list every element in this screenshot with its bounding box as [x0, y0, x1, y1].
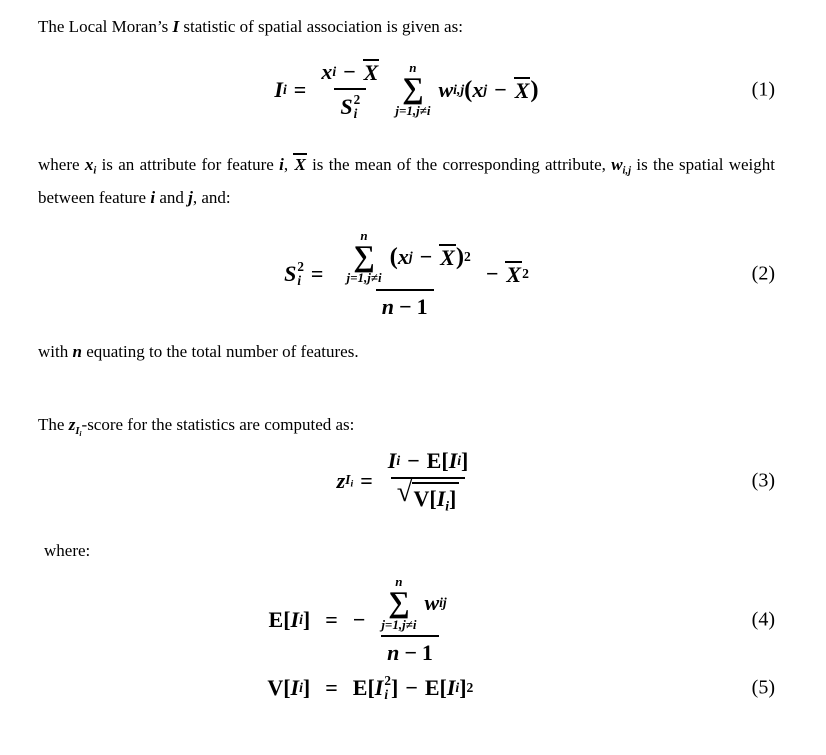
superscript-2: 2 — [522, 266, 529, 282]
superscript-2: 2 — [466, 679, 474, 695]
var-z: z — [68, 415, 76, 435]
where-text: where: — [44, 540, 91, 560]
radical-icon: √ — [396, 476, 413, 508]
var-i: i — [279, 154, 284, 174]
equation-3 — [38, 448, 775, 514]
var-j: j — [188, 188, 193, 208]
equation-3-content — [336, 447, 775, 514]
right-bracket: ] — [302, 674, 311, 700]
sum-lower-limit: j=1,j≠i — [346, 270, 382, 286]
sub-j: j — [408, 249, 413, 265]
minus-sign: − — [494, 76, 507, 102]
subscript-i: i — [384, 686, 389, 702]
defs-text: and — [155, 188, 189, 208]
var-x: x — [472, 76, 484, 102]
defs-text: is the mean of the corresponding attribute, — [306, 154, 612, 174]
var-x: x — [397, 244, 409, 270]
summation — [346, 229, 381, 286]
var-n: n — [387, 639, 400, 665]
subscript-i: i — [297, 273, 301, 289]
intro-text-pre: The Local Moran’s — [38, 17, 173, 36]
equals-sign: = — [325, 674, 338, 700]
sum-lower-limit: j=1,j≠i — [381, 616, 417, 632]
fraction-denominator — [391, 477, 466, 514]
sub-ij: ij — [439, 595, 447, 611]
minus-sign: − — [485, 261, 499, 287]
sigma-icon: ∑ — [388, 586, 410, 620]
expectation-E: E — [424, 674, 440, 700]
equation-1 — [38, 59, 775, 121]
sub-ij: i,j — [453, 81, 465, 97]
z-subscript — [345, 472, 353, 490]
equals-sign: = — [325, 607, 338, 633]
nnote-text: with — [38, 341, 73, 361]
summation — [395, 61, 430, 118]
equation-4-lhs — [190, 607, 310, 633]
left-paren: ( — [389, 243, 398, 271]
fraction-numerator — [332, 229, 476, 289]
sum-upper-limit: n — [409, 60, 417, 76]
zintro-text: The — [38, 415, 69, 435]
var-S: S — [284, 261, 297, 287]
equation-1-content — [274, 59, 538, 121]
sub-i: i — [299, 679, 303, 695]
var-I: I — [75, 425, 80, 437]
defs-text: is an attribute for feature — [96, 154, 280, 174]
var-I: I — [345, 471, 351, 487]
subscript-i: i — [353, 105, 358, 121]
equation-2 — [38, 229, 775, 320]
expectation-E: E — [268, 607, 284, 633]
sum-upper-limit: n — [395, 573, 403, 589]
paragraph-definitions — [38, 148, 775, 215]
sup-sub-stack — [297, 260, 304, 288]
paragraph-intro — [38, 15, 775, 39]
x-bar-variable: X — [363, 60, 379, 86]
sub-i: i — [457, 452, 462, 468]
x-bar-variable: X — [440, 245, 455, 271]
var-I: I — [436, 485, 446, 511]
minus-sign: − — [352, 607, 366, 633]
equation-number-1: (1) — [751, 78, 775, 101]
superscript-2: 2 — [384, 672, 391, 688]
variance-V: V — [267, 674, 284, 700]
sub-i: i — [93, 164, 97, 176]
fraction — [332, 229, 476, 320]
sub-i: i — [282, 81, 287, 97]
var-I: I — [387, 447, 397, 473]
right-bracket: ] — [449, 485, 457, 511]
nnote-text: equating to the total number of features. — [81, 341, 359, 361]
sub-i: i — [332, 63, 337, 79]
var-I: I — [274, 76, 283, 102]
var-n: n — [381, 293, 395, 319]
defs-text: where — [38, 154, 85, 174]
left-bracket: [ — [429, 485, 437, 511]
equals-sign: = — [310, 261, 324, 287]
var-i: i — [150, 188, 156, 208]
sum-lower-limit: j=1,j≠i — [395, 102, 431, 118]
equations-4-5 — [38, 575, 775, 702]
minus-sign: − — [405, 674, 418, 700]
fraction-denominator — [376, 289, 434, 320]
var-S: S — [340, 93, 353, 119]
expectation-E: E — [352, 674, 368, 700]
paragraph-n-note — [38, 340, 775, 364]
superscript-2: 2 — [464, 249, 471, 265]
defs-text: is the spatial weight between feature — [38, 154, 776, 208]
var-w: w — [438, 76, 454, 102]
right-paren: ) — [455, 243, 465, 271]
fraction-numerator — [382, 448, 475, 477]
left-bracket: [ — [367, 674, 375, 700]
equation-5-rhs — [353, 674, 623, 702]
left-paren: ( — [464, 75, 473, 103]
var-I: I — [172, 17, 180, 36]
equation-4-rhs — [353, 575, 623, 666]
right-bracket: ] — [390, 674, 399, 700]
sub-j: j — [483, 81, 488, 97]
sum-upper-limit: n — [360, 227, 368, 243]
number-1: 1 — [416, 293, 428, 319]
variance-V: V — [413, 485, 430, 511]
var-I: I — [448, 447, 458, 473]
equals-sign: = — [360, 467, 373, 493]
var-n: n — [72, 341, 82, 361]
sigma-icon: ∑ — [353, 239, 375, 273]
paragraph-zscore-intro — [38, 413, 775, 439]
fraction — [382, 448, 475, 514]
number-1: 1 — [421, 639, 433, 665]
right-paren: ) — [530, 75, 539, 103]
minus-sign: − — [343, 58, 356, 84]
equation-4 — [38, 575, 775, 666]
fraction-denominator — [334, 88, 366, 121]
summation — [381, 575, 416, 632]
defs-text: , — [283, 154, 294, 174]
intro-text-post: statistic of spatial association is given as: — [179, 17, 463, 36]
sup-sub-stack — [354, 93, 361, 121]
expectation-E: E — [426, 447, 442, 473]
minus-sign: − — [404, 639, 417, 665]
equation-number-2: (2) — [751, 262, 775, 285]
equation-number-3: (3) — [751, 469, 775, 492]
equation-number-5: (5) — [751, 676, 775, 699]
minus-sign: − — [407, 447, 420, 473]
sub-i: i — [299, 612, 303, 628]
var-x: x — [321, 58, 333, 84]
sigma-icon: ∑ — [402, 72, 424, 106]
sub-i: i — [350, 478, 354, 490]
minus-sign: − — [399, 293, 412, 319]
left-bracket: [ — [441, 447, 449, 473]
var-w: w — [424, 590, 440, 616]
var-w: w — [611, 154, 623, 174]
var-x: x — [84, 154, 94, 174]
minus-sign: − — [419, 244, 433, 270]
superscript-2: 2 — [353, 91, 361, 107]
defs-text: , and: — [192, 188, 231, 208]
square-root — [396, 476, 460, 514]
var-z: z — [336, 467, 346, 493]
sub-i: i — [455, 679, 460, 695]
equals-sign: = — [293, 76, 307, 102]
sub-i: i — [79, 428, 82, 438]
fraction — [367, 575, 452, 666]
fraction-numerator — [367, 575, 452, 635]
var-I: I — [290, 674, 300, 700]
sub-i: i — [396, 452, 401, 468]
sup-sub-stack — [384, 674, 391, 702]
fraction — [315, 59, 385, 121]
sub-i: i — [445, 497, 450, 513]
equation-5-lhs — [190, 675, 310, 701]
var-I: I — [374, 674, 384, 700]
right-bracket: ] — [459, 674, 467, 700]
equation-2-content — [284, 229, 529, 320]
var-I: I — [290, 607, 300, 633]
fraction-numerator — [315, 59, 385, 88]
sub-ij: i,j — [622, 164, 632, 176]
left-bracket: [ — [283, 607, 291, 633]
paragraph-where — [44, 539, 775, 563]
fraction-denominator — [381, 635, 439, 666]
right-bracket: ] — [461, 447, 469, 473]
var-I: I — [446, 674, 456, 700]
x-bar-variable: X — [514, 77, 530, 103]
equation-5 — [38, 674, 775, 702]
left-bracket: [ — [439, 674, 447, 700]
left-bracket: [ — [283, 674, 291, 700]
superscript-2: 2 — [297, 259, 304, 275]
x-bar-variable: X — [294, 154, 306, 174]
equation-number-4: (4) — [751, 608, 775, 631]
x-bar-variable: X — [506, 262, 522, 288]
radicand — [412, 482, 459, 514]
right-bracket: ] — [302, 607, 311, 633]
zintro-text: -score for the statistics are computed as: — [81, 415, 355, 435]
